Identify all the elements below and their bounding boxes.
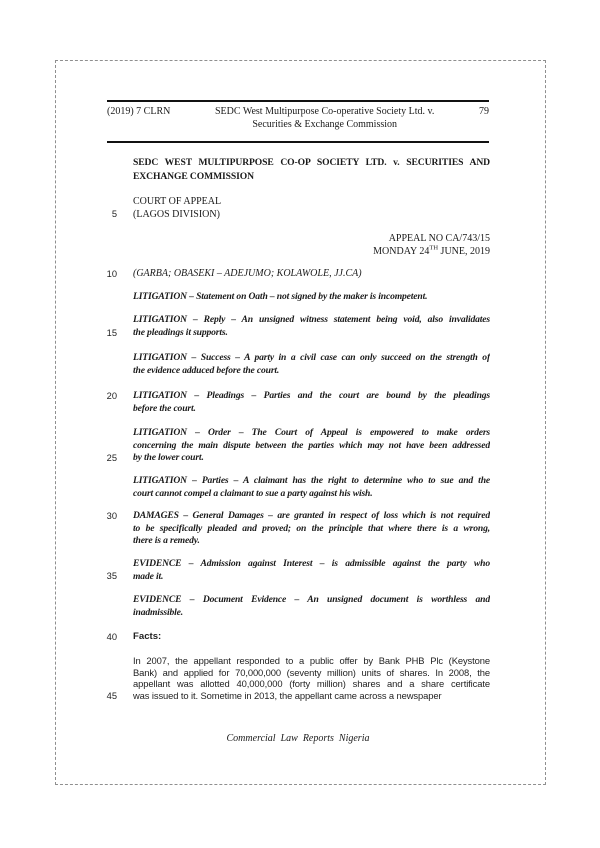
case-title-line1: SEDC WEST MULTIPURPOSE CO-OP SOCIETY LTD. v. SECURITIES AND bbox=[133, 157, 490, 168]
headnote-line: inadmissible. bbox=[133, 606, 184, 618]
headnote-line: by the lower court. bbox=[133, 452, 204, 464]
headnote-line: there is a remedy. bbox=[133, 535, 200, 547]
judgment-date bbox=[133, 245, 490, 258]
report-page bbox=[55, 60, 546, 785]
margin-line-number-15: 15 bbox=[106, 328, 117, 338]
headnote-line: to be specifically pleaded and proved; on the principle that where there is a wrong, bbox=[133, 522, 490, 534]
headnote-line: LITIGATION – Success – A party in a civil case can only succeed on the strength of bbox=[133, 352, 490, 363]
headnote-litigation-pleadings bbox=[133, 390, 490, 415]
judges-line: (GARBA; OBASEKI – ADEJUMO; KOLAWOLE, JJ.CA) bbox=[133, 268, 362, 279]
margin-line-number-40: 40 bbox=[106, 632, 117, 642]
case-title-line2: EXCHANGE COMMISSION bbox=[133, 170, 254, 182]
headnote-evidence-document bbox=[133, 594, 490, 619]
headnote-litigation-parties bbox=[133, 475, 490, 500]
court-division: (LAGOS DIVISION) bbox=[133, 209, 220, 220]
headnote-line: LITIGATION – Statement on Oath – not signed by the maker is incompetent. bbox=[133, 291, 428, 302]
facts-heading: Facts: bbox=[133, 631, 162, 642]
headnote-line: before the court. bbox=[133, 402, 196, 414]
judgment-date-day: MONDAY 24 bbox=[373, 246, 430, 257]
headnote-litigation-order bbox=[133, 427, 490, 465]
headnote-evidence-admission bbox=[133, 558, 490, 583]
headnote-line: LITIGATION – Reply – An unsigned witness statement being void, also invalidates bbox=[133, 314, 490, 325]
report-citation: (2019) 7 CLRN bbox=[107, 106, 171, 117]
margin-line-number-10: 10 bbox=[106, 269, 117, 279]
judges-panel bbox=[133, 268, 490, 279]
court-name-line1: COURT OF APPEAL bbox=[133, 196, 222, 207]
headnote-damages-general bbox=[133, 510, 490, 548]
headnote-line: LITIGATION – Pleadings – Parties and the court are bound by the pleadings bbox=[133, 390, 490, 401]
headnote-line: EVIDENCE – Admission against Interest – is admissible against the party who bbox=[133, 558, 490, 569]
appeal-number: APPEAL NO CA/743/15 bbox=[388, 233, 490, 244]
header-bottom-rule bbox=[107, 141, 489, 143]
headnote-line: LITIGATION – Parties – A claimant has the right to determine who to sue and the bbox=[133, 475, 490, 486]
facts-paragraph bbox=[133, 655, 490, 701]
headnote-line: EVIDENCE – Document Evidence – An unsigned document is worthless and bbox=[133, 594, 490, 605]
publication-footer: Commercial Law Reports Nigeria bbox=[226, 733, 370, 744]
headnote-line: court cannot compel a claimant to sue a party against his wish. bbox=[133, 487, 373, 499]
facts-line: was issued to it. Sometime in 2013, the appellant came across a newspaper bbox=[133, 689, 442, 701]
headnote-line: concerning the main dispute between the parties which may not have been addressed bbox=[133, 439, 490, 451]
headnote-line: the evidence adduced before the court. bbox=[133, 364, 280, 376]
court-name bbox=[133, 195, 490, 221]
running-case-name bbox=[170, 106, 479, 131]
headnote-line: made it. bbox=[133, 570, 164, 582]
margin-line-number-20: 20 bbox=[106, 391, 117, 401]
margin-line-number-45: 45 bbox=[106, 691, 117, 701]
running-case-name-line2: Securities & Exchange Commission bbox=[252, 118, 398, 130]
ordinal-suffix: TH bbox=[429, 245, 439, 252]
margin-line-number-35: 35 bbox=[106, 571, 117, 581]
facts-line: Bank) and applied for 70,000,000 (seventy million) units of shares. In 2008, the bbox=[133, 666, 490, 678]
headnote-line: the pleadings it supports. bbox=[133, 326, 228, 338]
judgment-date-rest: JUNE, 2019 bbox=[438, 246, 490, 257]
margin-line-number-25: 25 bbox=[106, 453, 117, 463]
appeal-info bbox=[133, 232, 490, 258]
headnote-line: DAMAGES – General Damages – are granted in respect of loss which is not required bbox=[133, 510, 490, 521]
running-case-name-line1: SEDC West Multipurpose Co-operative Society Ltd. v. bbox=[214, 106, 435, 117]
margin-line-number-30: 30 bbox=[106, 511, 117, 521]
headnote-litigation-success bbox=[133, 352, 490, 377]
facts-line: In 2007, the appellant responded to a public offer by Bank PHB Plc (Keystone bbox=[133, 655, 490, 666]
case-title bbox=[133, 156, 490, 183]
running-header bbox=[107, 106, 489, 131]
headnote-litigation-reply bbox=[133, 314, 490, 339]
page-number: 79 bbox=[479, 106, 489, 117]
header-top-rule bbox=[107, 100, 489, 102]
margin-line-number-5: 5 bbox=[111, 209, 117, 219]
headnote-litigation-statement-on-oath bbox=[133, 291, 490, 304]
headnote-line: LITIGATION – Order – The Court of Appeal is empowered to make orders bbox=[133, 427, 490, 438]
facts-line: appellant was allotted 40,000,000 (forty million) shares and a share certificate bbox=[133, 678, 490, 690]
